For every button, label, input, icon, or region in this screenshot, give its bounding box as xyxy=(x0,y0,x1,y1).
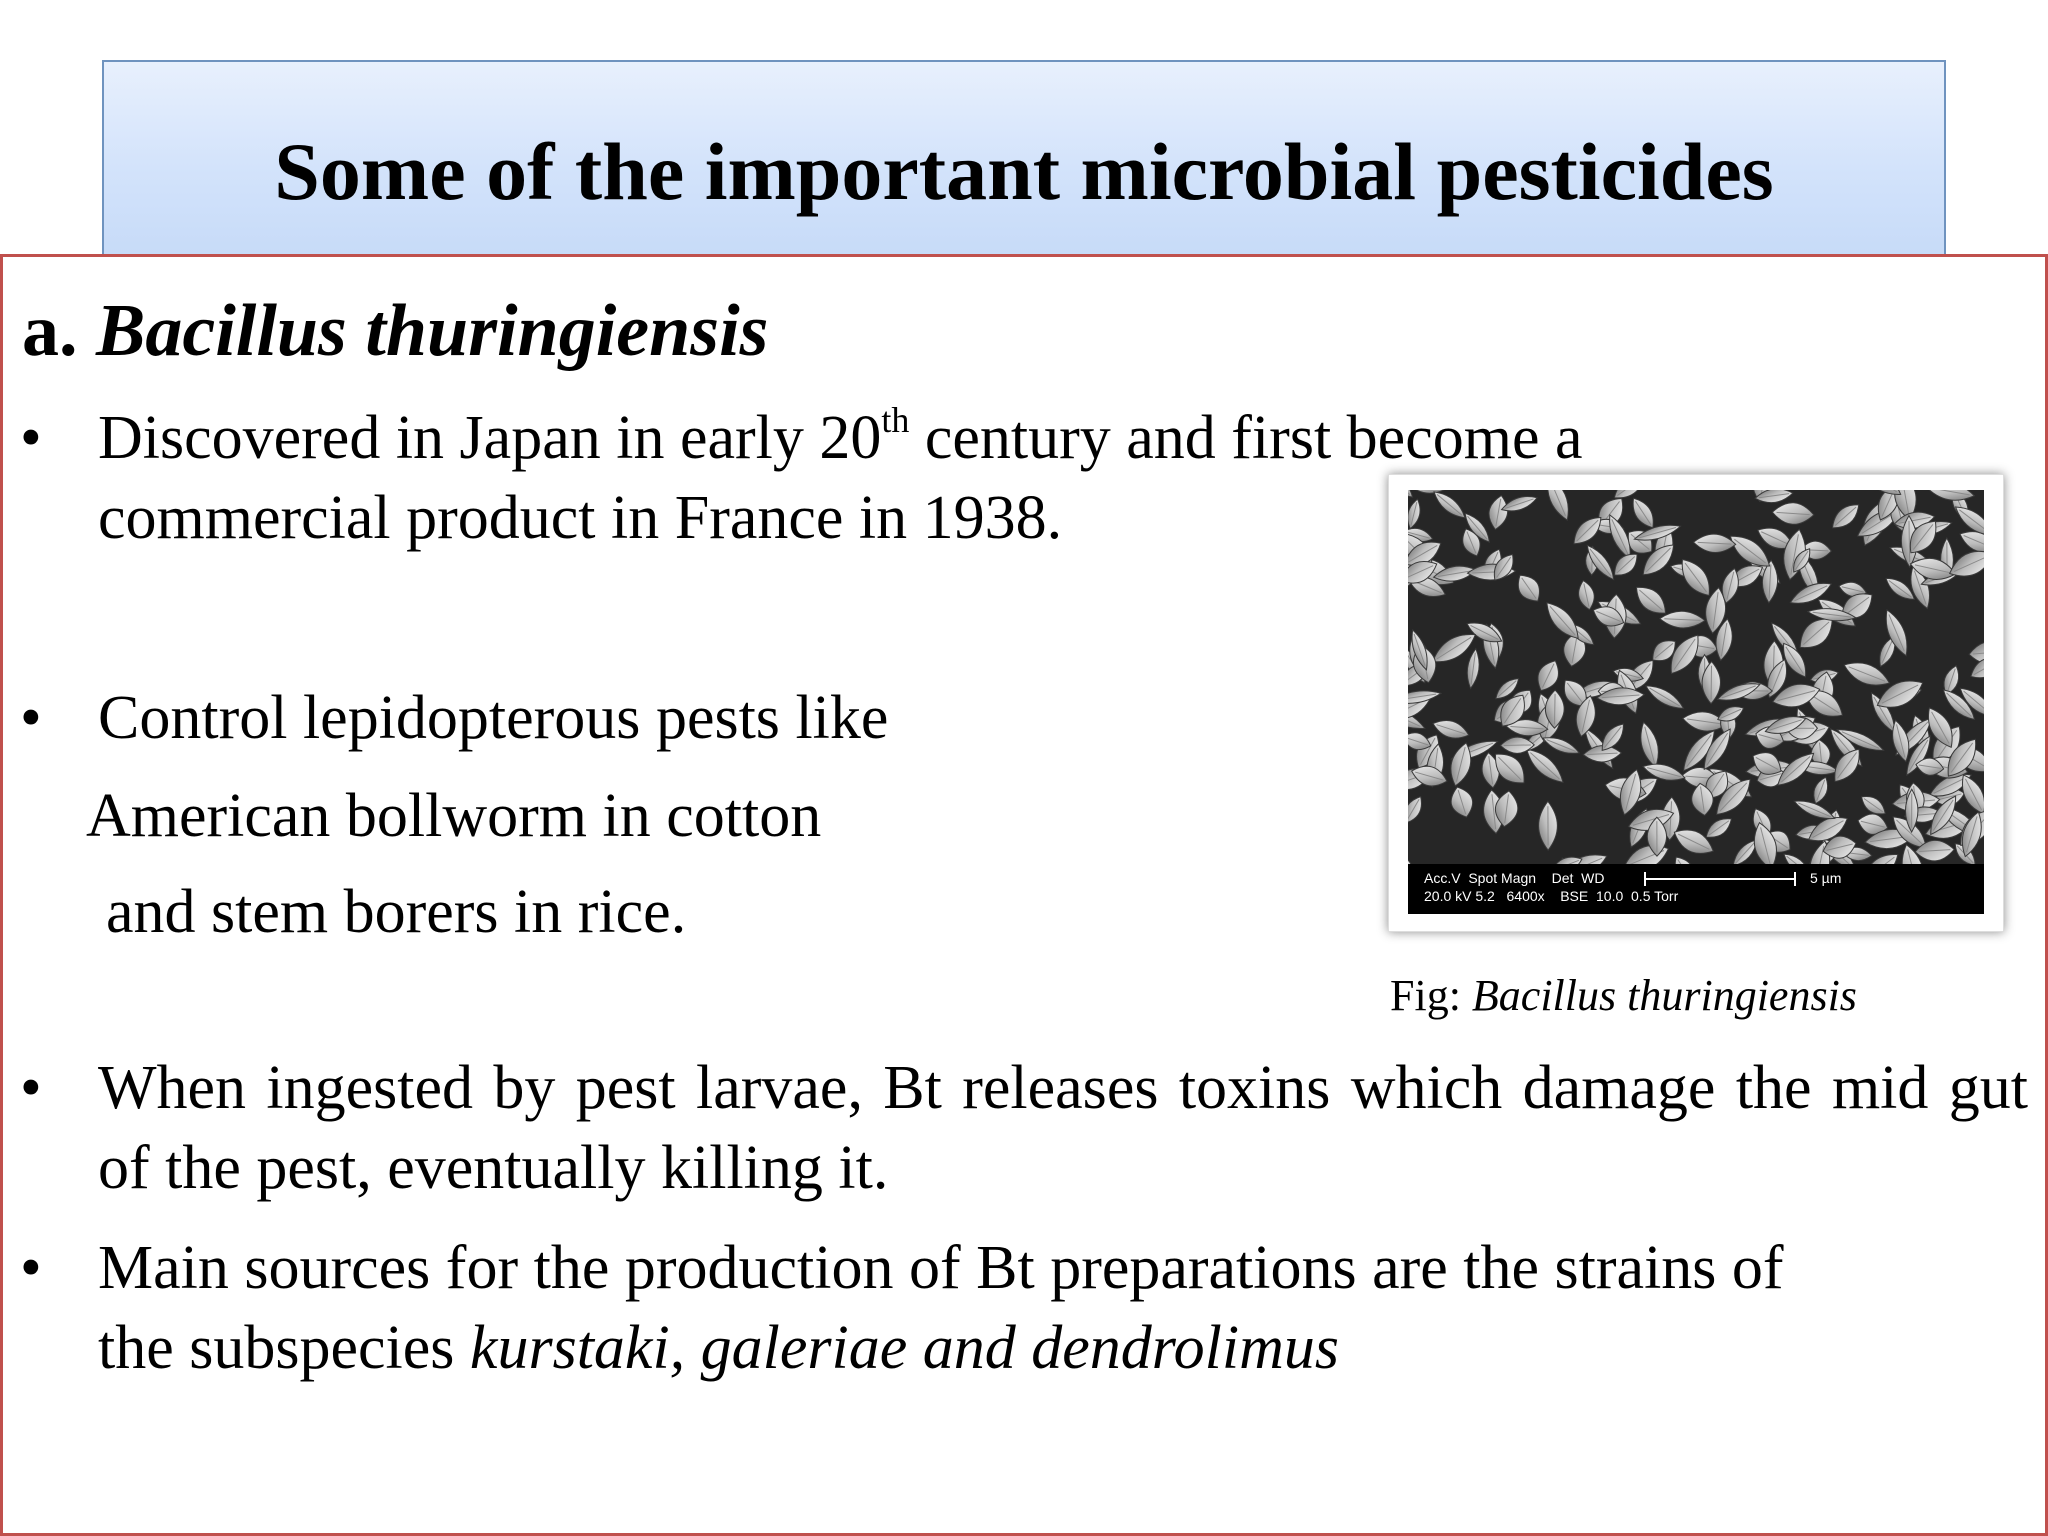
bullet-4-line-2 xyxy=(98,1308,2028,1388)
bullet-2-line-3: and stem borers in rice. xyxy=(106,878,687,946)
bullet-2-marker: • xyxy=(20,684,42,752)
bullet-4-line-2-pre: the subspecies xyxy=(98,1314,470,1382)
bullet-1-superscript: th xyxy=(881,400,910,440)
bullet-1-line-1 xyxy=(98,398,2028,478)
bullet-1-line-1-pre: Discovered in Japan in early 20 xyxy=(98,404,882,472)
bullet-1-marker: • xyxy=(20,404,42,472)
bullet-3-text: When ingested by pest larvae, Bt releases toxins which damage the mid gut of the pest, eventually killing it. xyxy=(98,1054,2028,1202)
subspecies-names: kurstaki, galeriae and dendrolimus xyxy=(469,1314,1339,1382)
sem-spores-image xyxy=(1408,490,1984,914)
bullet-2-line-2: American bollworm in cotton xyxy=(86,782,822,850)
caption-organism: Bacillus thuringiensis xyxy=(1471,971,1857,1020)
bullet-4-text xyxy=(98,1228,2028,1388)
scale-bar xyxy=(1644,878,1796,880)
databar-header: Acc.V Spot Magn Det WD xyxy=(1424,870,1605,886)
caption-prefix: Fig: xyxy=(1390,971,1472,1020)
scale-label: 5 µm xyxy=(1810,870,1842,886)
bullet-3-marker: • xyxy=(20,1054,42,1122)
bullet-1-line-2: commercial product in France in 1938. xyxy=(98,484,1063,552)
section-heading xyxy=(22,286,768,376)
bullet-1-line-1-post: century and first become a xyxy=(909,404,1583,472)
sem-micrograph xyxy=(1408,490,1984,914)
bullet-4-marker: • xyxy=(20,1234,42,1302)
bullet-2-line-1: Control lepidopterous pests like xyxy=(98,684,889,752)
databar-values: 20.0 kV 5.2 6400x BSE 10.0 0.5 Torr xyxy=(1424,888,1679,904)
bullet-4-line-1: Main sources for the production of Bt preparations are the strains of xyxy=(98,1234,1784,1302)
sem-databar xyxy=(1408,864,1984,914)
figure-caption xyxy=(1390,968,1857,1024)
slide-title: Some of the important microbial pesticides xyxy=(274,126,1774,217)
section-letter: a. xyxy=(22,290,78,372)
organism-name: Bacillus thuringiensis xyxy=(96,290,769,372)
